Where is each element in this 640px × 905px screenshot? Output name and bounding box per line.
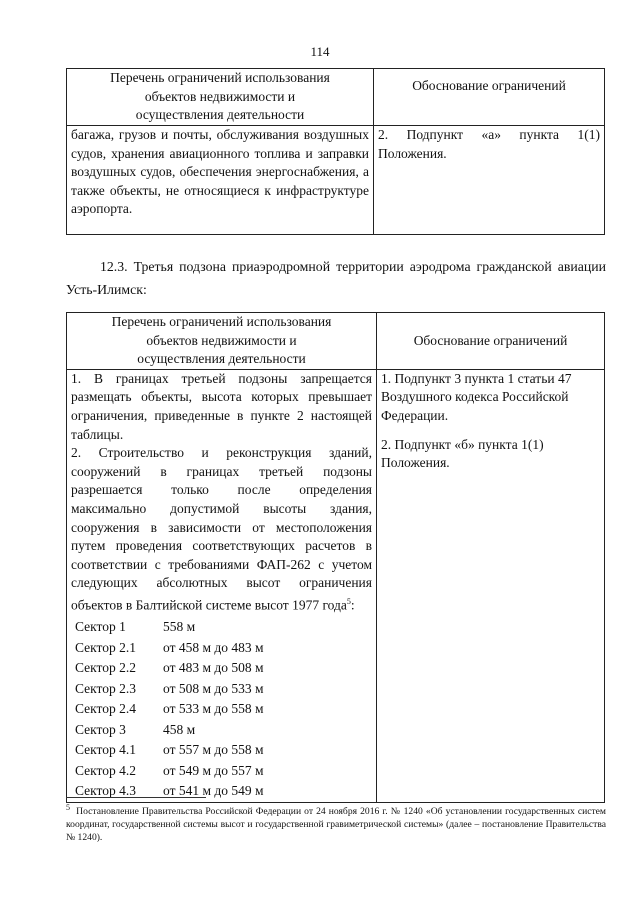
footnote	[66, 801, 606, 844]
restrictions-table-continued	[66, 68, 605, 235]
footnote-text: Постановление Правительства Российской Федерации от 24 ноября 2016 г. № 1240 «Об установлении государственных систем координат, государственной системы высот и государственной гравиметрической системы» (далее – постановление Правительства № 1240).	[66, 806, 607, 844]
restriction-item-2: 2. Строительство и реконструкция зданий, сооружений в границах третьей подзоны разрешается только после определения максимально допустимой высоты здания, сооружения в зависимости от местоположения путем проведения соответствующих расчетов в соответствии с требованиями ФАП-262 с учетом следующих абсолютных высот ограничения объектов в Балтийской системе высот 1977 года$^5$:	[71, 445, 372, 613]
header-restrictions-list: Перечень ограничений использования объектов недвижимости и осуществления деятельности	[67, 313, 377, 370]
justification-item-2: 2. Подпункт «б» пункта 1(1) Положения.	[381, 436, 544, 471]
section-heading-12-3: 12.3. Третья подзона приаэродромной территории аэродрома гражданской авиации Усть-Илимск:	[66, 259, 606, 297]
third-subzone-table	[66, 312, 605, 803]
list-item: Сектор 3 458 м	[75, 721, 196, 737]
header-restrictions-list: Перечень ограничений использования объектов недвижимости и осуществления деятельности	[67, 69, 374, 126]
table-header-row	[67, 313, 605, 370]
restriction-item-1: 1. В границах третьей подзоны запрещается размещать объекты, высота которых превышает ограничения, приведенные в пункте 2 настоящей таблицы.	[71, 370, 372, 442]
sector-list	[71, 617, 372, 802]
footnote-reference: 5	[346, 596, 351, 606]
restrictions-cell	[67, 369, 377, 802]
footnote-mark: 5	[66, 803, 70, 812]
list-item: Сектор 4.3 от 541 м до 549 м	[75, 783, 264, 798]
restriction-text: багажа, грузов и почты, обслуживания воздушных судов, хранения авиационного топлива и заправки воздушных судов, обеспечения энергоснабжения, а также объекты, не относящиеся к инфраструктуре аэропорта.	[67, 126, 374, 235]
header-justification: Обоснование ограничений	[374, 69, 605, 126]
table-header-row	[67, 69, 605, 126]
list-item: Сектор 2.1 от 458 м до 483 м	[75, 639, 264, 655]
list-item: Сектор 2.3 от 508 м до 533 м	[75, 680, 264, 696]
list-item: Сектор 2.2 от 483 м до 508 м	[75, 660, 264, 675]
table-row	[67, 126, 605, 235]
list-item: Сектор 1 558 м	[75, 619, 196, 634]
justification-text: 2. Подпункт «а» пункта 1(1) Положения.	[374, 126, 605, 235]
page-number: 114	[310, 44, 330, 59]
header-justification: Обоснование ограничений	[377, 313, 605, 370]
table-row	[67, 369, 605, 802]
list-item: Сектор 2.4 от 533 м до 558 м	[75, 701, 264, 716]
justification-item-1: 1. Подпункт 3 пункта 1 статьи 47 Воздушного кодекса Российской Федерации.	[381, 370, 572, 423]
list-item: Сектор 4.1 от 557 м до 558 м	[75, 742, 264, 757]
justification-cell	[377, 369, 605, 802]
footnote-divider	[66, 797, 206, 798]
list-item: Сектор 4.2 от 549 м до 557 м	[75, 762, 264, 778]
